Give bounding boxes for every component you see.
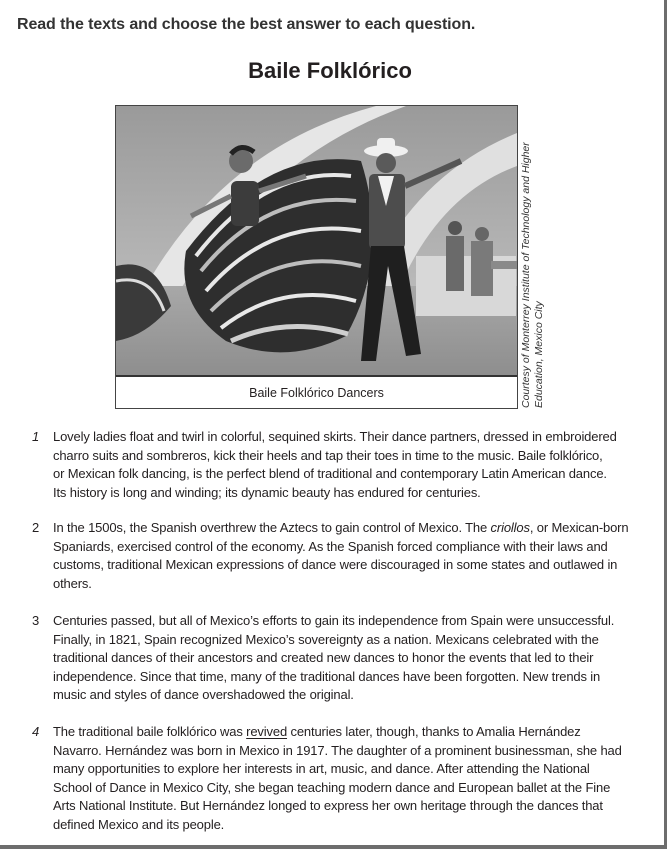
paragraph-number: 3 xyxy=(32,613,40,628)
paragraph-line: Navarro. Hernández was born in Mexico in 1917. The daughter of a prominent businessman, she had xyxy=(53,742,622,758)
paragraph-line: traditional dances of their ancestors and created new dances to honor the events that led to their xyxy=(53,650,594,665)
paragraph-line: Its history is long and winding; its dynamic beauty has endured for centuries. xyxy=(53,484,481,500)
paragraph-line xyxy=(53,723,653,742)
paragraph-line: Lovely ladies float and twirl in colorful, sequined skirts. Their dance partners, dressed in embroidered xyxy=(53,429,617,444)
paragraph-line: School of Dance in Mexico City, she began teaching modern dance and European ballet at the Fine xyxy=(53,779,611,795)
instructions: Read the texts and choose the best answer to each question. xyxy=(17,16,476,33)
musician xyxy=(471,241,493,296)
paragraph-line: Centuries passed, but all of Mexico’s efforts to gain its independence from Spain were unsuccessful. xyxy=(53,613,615,628)
photo-credit-line: Education, Mexico City xyxy=(533,301,545,408)
paragraph-number: 4 xyxy=(32,724,40,739)
paragraph-4 xyxy=(32,723,653,834)
text-run: centuries later, though, thanks to Amalia Hernández xyxy=(287,724,581,739)
paragraph-3 xyxy=(32,612,653,705)
paragraph-number: 1 xyxy=(32,429,40,444)
underlined-word: revived xyxy=(246,724,288,739)
paragraph-line: music and styles of dance overshadowed the original. xyxy=(53,687,354,702)
paragraph-line: Arts National Institute. But Hernández longed to express her own heritage through the dances that xyxy=(53,798,603,813)
dancers-photo xyxy=(116,106,517,377)
paragraph-line: Finally, in 1821, Spain recognized Mexico’s sovereignty as a nation. Mexicans celebrated with the xyxy=(53,631,599,647)
musician xyxy=(446,236,464,291)
paragraph-line: many opportunities to explore her interests in art, music, and dance. After attending the National xyxy=(53,761,590,776)
paragraph-line: customs, traditional Mexican expressions of dance were discouraged in some states and outlawed in xyxy=(53,557,618,572)
paragraph-1 xyxy=(32,428,653,502)
page-bottom-border xyxy=(0,845,667,849)
text-run: The traditional baile folklórico was xyxy=(53,724,247,739)
photo-credit xyxy=(520,142,546,408)
figure xyxy=(115,105,518,409)
paragraph-number: 2 xyxy=(32,520,40,535)
male-dancer-head xyxy=(376,153,396,173)
paragraph-line: Spaniards, exercised control of the economy. As the Spanish forced compliance with their laws and xyxy=(53,538,608,554)
paragraph-line: independence. Since that time, many of the traditional dances have been forgotten. New trends in xyxy=(53,668,601,684)
dancer-torso xyxy=(231,181,259,226)
text-run: In the 1500s, the Spanish overthrew the Aztecs to gain control of Mexico. The xyxy=(53,520,491,535)
photo-credit-line: Courtesy of Monterrey Institute of Technology and Higher xyxy=(520,142,532,408)
text-run: , or Mexican-born xyxy=(529,520,629,535)
paragraph-2 xyxy=(32,519,653,593)
marimba xyxy=(491,261,517,269)
photo-illustration xyxy=(116,106,517,375)
paragraph-line: or Mexican folk dancing, is the perfect blend of traditional and contemporary Latin American dance. xyxy=(53,466,607,481)
paragraph-line: defined Mexico and its people. xyxy=(53,816,225,832)
paragraph-line: others. xyxy=(53,575,92,591)
figure-caption: Baile Folklórico Dancers xyxy=(249,386,384,400)
passage-title: Baile Folklórico xyxy=(248,58,412,83)
paragraph-line xyxy=(53,519,653,538)
paragraph-line: charro suits and sombreros, kick their heels and tap their toes in time to the music. Baile folklórico, xyxy=(53,447,603,463)
italic-term: criollos xyxy=(490,520,530,535)
